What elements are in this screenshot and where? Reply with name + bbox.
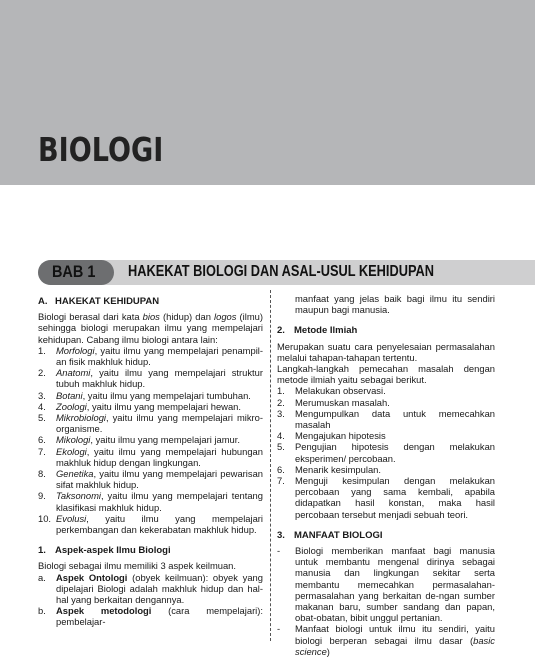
branch-term: Mikologi <box>56 434 91 446</box>
left-column <box>38 293 263 628</box>
branch-number: 5. <box>38 412 46 424</box>
branch-text: Zoologi, yaitu ilmu yang mempelajari hewan. <box>56 400 241 412</box>
subsection-title: Metode Ilmiah <box>294 325 358 337</box>
subsection-heading <box>277 325 495 336</box>
aspect-text: Aspek metodologi (cara mempelajari): pembelajar- <box>56 605 263 628</box>
branch-text: Anatomi, yaitu ilmu yang mempelajari struktur tubuh makhluk hidup. <box>56 367 263 390</box>
method-step <box>277 441 495 463</box>
subsection-heading <box>38 545 263 556</box>
method-step <box>277 464 495 475</box>
subsection-heading <box>277 530 495 541</box>
subsection-label: 1. <box>38 545 46 557</box>
method-step-number: 3. <box>277 407 285 419</box>
section-title: HAKEKAT KEHIDUPAN <box>55 296 160 307</box>
method-step <box>277 408 495 430</box>
branch-number: 10. <box>38 512 52 524</box>
branch-number: 3. <box>38 389 46 401</box>
method-step-number: 5. <box>277 441 285 453</box>
chapter-title: HAKEKAT BIOLOGI DAN ASAL-USUL KEHIDUPAN <box>128 263 435 280</box>
branch-term: Morfologi <box>56 344 95 356</box>
aspect-number: b. <box>38 605 46 617</box>
benefit-item <box>277 623 495 657</box>
aspect-item <box>38 572 263 606</box>
subsection-label: 3. <box>277 529 285 541</box>
intro-term: logos <box>214 311 237 323</box>
branch-item <box>38 390 263 401</box>
method-step-number: 2. <box>277 396 285 408</box>
branch-text: Ekologi, yaitu ilmu yang mempelajari hubungan makhluk hidup dengan lingkungan. <box>56 445 263 468</box>
branch-text: Taksonomi, yaitu ilmu yang mempelajari tentang klasifikasi makhluk hidup. <box>56 490 263 513</box>
subsection-title: Aspek-aspek Ilmu Biologi <box>55 545 171 557</box>
method-step <box>277 475 495 520</box>
benefit-bullet: - <box>277 623 281 635</box>
branch-term: Zoologi <box>56 400 87 412</box>
branch-item <box>38 345 263 367</box>
branch-term: Taksonomi <box>56 490 101 502</box>
aspects-intro: Biologi sebagai ilmu memiliki 3 aspek keilmuan. <box>38 560 237 572</box>
method-step-text: Menarik kesimpulan. <box>295 463 381 475</box>
method-step-number: 4. <box>277 430 285 442</box>
aspect-term: Aspek Ontologi <box>56 571 128 583</box>
branch-item <box>38 367 263 389</box>
benefit-text: Biologi memberikan manfaat bagi manusia untuk membantu mengenal dirinya sebagai manusia dan lingkungan sekitar serta membantu memecahkan permasalahan-permasalahan yang berkaitan de-ngan sumber makanan baru, sumber sandang dan papan, obat-obatan, bibit unggul pertanian. <box>295 545 495 624</box>
branch-text: Morfologi, yaitu ilmu yang mempelajari penampil-an fisik makhluk hidup. <box>56 344 263 368</box>
benefit-text: Manfaat biologi untuk ilmu itu sendiri, yaitu biologi berperan sebagai ilmu dasar (basic science) <box>295 623 495 657</box>
aspect-item <box>38 605 263 627</box>
continued-text <box>277 293 495 315</box>
branch-text: Genetika, yaitu ilmu yang mempelajari pewarisan sifat makhluk hidup. <box>56 468 263 491</box>
branch-text: Mikrobiologi, yaitu ilmu yang mempelajari mikro-organisme. <box>56 412 263 435</box>
branch-item <box>38 468 263 490</box>
chapter-number: BAB 1 <box>52 262 96 281</box>
benefit-item <box>277 545 495 623</box>
benefit-term: basic science <box>295 634 495 657</box>
method-step-text: Menguji kesimpulan dengan melakukan percobaan yang sama kembali, apabila didapatkan hasil konstan, maka hasil percobaan tersebut menjadi sebuah teori. <box>295 475 495 520</box>
branch-number: 2. <box>38 367 46 379</box>
branch-text: Mikologi, yaitu ilmu yang mempelajari jamur. <box>56 434 240 446</box>
continued-text-body: manfaat yang jelas baik bagi ilmu itu sendiri maupun bagi manusia. <box>295 293 495 316</box>
method-step-number: 7. <box>277 475 285 487</box>
method-step-text: Mengumpulkan data untuk memecahkan masalah <box>295 407 495 431</box>
right-column <box>277 293 495 657</box>
branch-number: 4. <box>38 400 46 412</box>
subsection-title: MANFAAT BIOLOGI <box>294 529 383 541</box>
branch-term: Mikrobiologi <box>56 412 107 424</box>
branch-item <box>38 412 263 434</box>
branch-number: 9. <box>38 490 46 502</box>
branch-term: Genetika <box>56 468 94 480</box>
method-step-text: Mengajukan hipotesis <box>295 430 386 442</box>
method-step-text: Pengujian hipotesis dengan melakukan eksperimen/ percobaan. <box>295 441 495 464</box>
method-step-list <box>277 385 495 519</box>
branch-term: Anatomi <box>56 367 91 379</box>
benefit-list <box>277 545 495 657</box>
method-step <box>277 430 495 441</box>
branch-term: Ekologi <box>56 445 87 457</box>
benefit-bullet: - <box>277 545 281 557</box>
branch-item <box>38 446 263 468</box>
branch-item <box>38 490 263 512</box>
aspect-text: Aspek Ontologi (obyek keilmuan): obyek yang dipelajari Biologi adalah makhluk hidup dan hal-hal yang berkaitan dengannya. <box>56 571 263 606</box>
aspect-list <box>38 572 263 628</box>
branch-text: Botani, yaitu ilmu yang mempelajari tumbuhan. <box>56 389 251 401</box>
aspect-number: a. <box>38 571 46 583</box>
branch-item <box>38 434 263 445</box>
section-heading <box>38 296 263 307</box>
column-divider <box>270 290 271 641</box>
branch-list <box>38 345 263 535</box>
intro-term: bios <box>142 311 160 323</box>
method-step-text: Melakukan observasi. <box>295 385 386 397</box>
branch-number: 7. <box>38 445 46 457</box>
branch-term: Botani <box>56 389 83 401</box>
method-step-text: Merumuskan masalah. <box>295 396 390 408</box>
method-steps-intro: Langkah-langkah pemecahan masalah dengan metode ilmiah yaitu sebagai berikut. <box>277 363 495 386</box>
method-step <box>277 385 495 396</box>
method-step <box>277 397 495 408</box>
branch-text: Evolusi, yaitu ilmu yang mempelajari perkembangan dan kekerabatan makhluk hidup. <box>56 512 263 536</box>
book-title: BIOLOGI <box>38 130 164 169</box>
method-step-number: 6. <box>277 463 285 475</box>
aspect-term: Aspek metodologi <box>56 605 152 617</box>
branch-number: 6. <box>38 434 46 446</box>
branch-item <box>38 513 263 535</box>
branch-term: Evolusi <box>56 512 87 524</box>
branch-number: 8. <box>38 468 46 480</box>
branch-number: 1. <box>38 344 46 356</box>
subsection-label: 2. <box>277 325 285 337</box>
intro-paragraph: Biologi berasal dari kata bios (hidup) dan logos (ilmu) sehingga biologi merupakan ilmu yang mempelajari kehidupan. Cabang ilmu biologi antara lain: <box>38 311 263 345</box>
method-paragraph: Merupakan suatu cara penyelesaian permasalahan melalui tahapan-tahapan tertentu. <box>277 340 495 363</box>
branch-item <box>38 401 263 412</box>
section-label: A. <box>38 296 48 307</box>
method-step-number: 1. <box>277 385 285 397</box>
